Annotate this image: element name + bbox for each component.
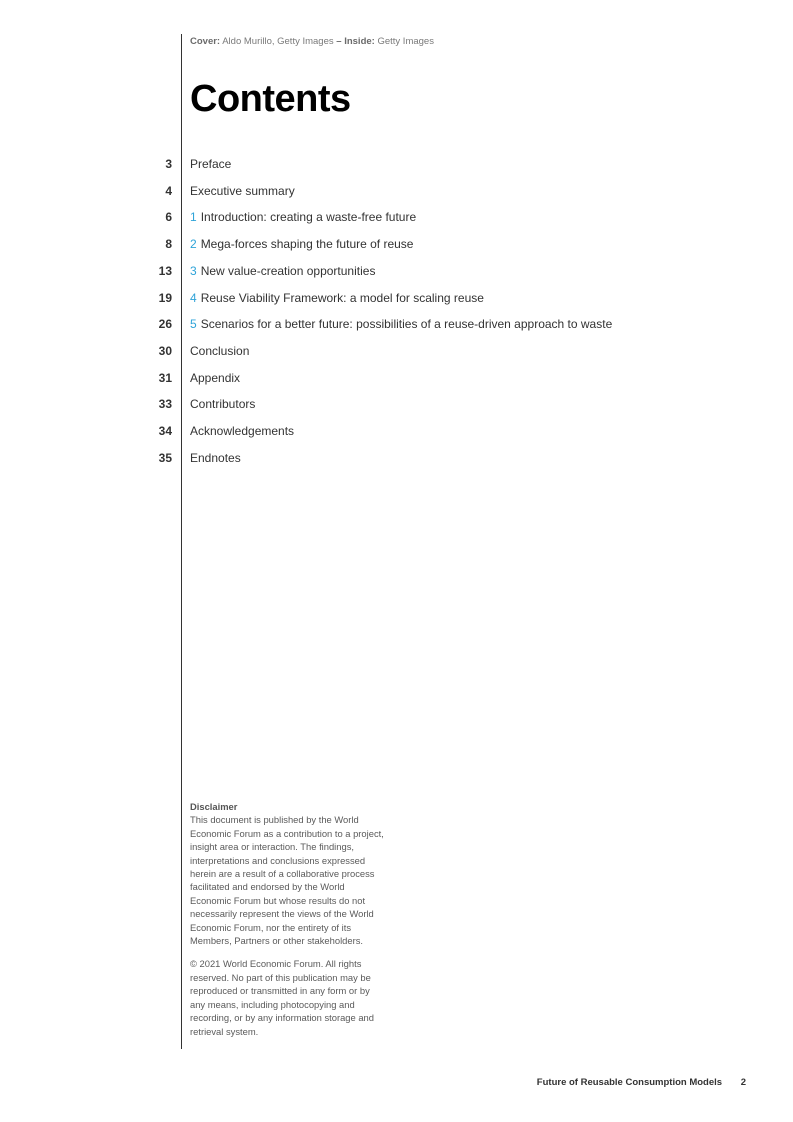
toc-entry[interactable] [0, 155, 793, 175]
toc-label [190, 451, 241, 465]
toc-page-number: 3 [165, 157, 172, 171]
disclaimer-body: This document is published by the World Economic Forum as a contribution to a project, insight area or interaction. The findings, interpretations and conclusions expressed herein are a result of a collaborative process facilitated and endorsed by the World Economic Forum but whose results do not necessarily represent the views of the World Economic Forum, nor the entirety of its Members, Partners or other stakeholders. [190, 814, 384, 947]
toc-page-number: 31 [158, 370, 172, 385]
toc-title: Contributors [190, 397, 256, 412]
toc-page-number: 30 [158, 343, 172, 358]
toc-title: New value-creation opportunities [200, 263, 376, 278]
toc-page-number: 4 [165, 183, 172, 198]
toc-title: Endnotes [190, 450, 241, 465]
cover-credit-value: Aldo Murillo, Getty Images [222, 36, 334, 47]
disclaimer-heading: Disclaimer [190, 801, 238, 812]
toc-title: Conclusion [190, 343, 250, 358]
toc-chapter-number: 1 [190, 210, 197, 225]
toc-page-number: 35 [158, 450, 172, 465]
toc-page-number: 33 [158, 397, 172, 412]
toc-entry[interactable] [0, 208, 793, 228]
inside-credit-value: Getty Images [377, 36, 434, 47]
toc-title: Introduction: creating a waste-free future [200, 210, 417, 225]
toc-page-number: 8 [165, 237, 172, 252]
toc-label [190, 424, 294, 438]
toc-label [190, 237, 413, 251]
toc-label [190, 317, 612, 331]
toc-entry[interactable] [0, 342, 793, 362]
photo-credits [190, 36, 434, 47]
toc-entry[interactable] [0, 315, 793, 335]
toc-label [190, 264, 375, 278]
toc-title: Executive summary [190, 183, 295, 198]
toc-page-number: 26 [158, 317, 172, 332]
toc-chapter-number: 2 [190, 237, 197, 252]
toc-page-number: 6 [165, 210, 172, 225]
toc-title: Mega-forces shaping the future of reuse [200, 237, 414, 252]
toc-label [190, 397, 255, 411]
footer-doc-title: Future of Reusable Consumption Models [536, 1077, 723, 1088]
toc-title: Scenarios for a better future: possibilities of a reuse-driven approach to waste [200, 317, 613, 332]
toc-label [190, 291, 484, 305]
toc-entry[interactable] [0, 262, 793, 282]
toc-chapter-number: 3 [190, 263, 197, 278]
toc-label [190, 344, 249, 358]
toc-title: Acknowledgements [190, 424, 295, 438]
toc-chapter-number: 4 [190, 290, 197, 305]
page-title: Contents [190, 78, 351, 120]
credit-separator: – [336, 36, 342, 47]
toc-page-number: 19 [158, 290, 172, 305]
copyright-notice: © 2021 World Economic Forum. All rights reserved. No part of this publication may be reproduced or transmitted in any form or by any means, including photocopying and recording, or by any information storage and retrieval system. [190, 958, 374, 1037]
toc-entry[interactable] [0, 289, 793, 309]
disclaimer [190, 800, 385, 1048]
toc-label [190, 371, 240, 385]
toc-entry[interactable] [0, 182, 793, 202]
toc-title: Appendix [190, 370, 241, 385]
toc-title: Preface [190, 157, 232, 171]
toc-entry[interactable] [0, 235, 793, 255]
toc-page-number: 13 [158, 263, 172, 278]
toc-label [190, 210, 416, 224]
page-footer [537, 1077, 746, 1088]
toc-chapter-number: 5 [190, 317, 197, 332]
toc-entry[interactable] [0, 422, 793, 442]
toc-entry[interactable] [0, 449, 793, 469]
cover-credit-label: Cover: [190, 36, 221, 47]
toc-title: Reuse Viability Framework: a model for scaling reuse [200, 290, 484, 305]
footer-page-number: 2 [740, 1077, 746, 1088]
toc-page-number: 34 [158, 424, 172, 438]
toc-entry[interactable] [0, 369, 793, 389]
inside-credit-label: Inside: [344, 36, 375, 47]
toc-label [190, 184, 295, 198]
toc-label [190, 157, 231, 171]
toc-entry[interactable] [0, 395, 793, 415]
